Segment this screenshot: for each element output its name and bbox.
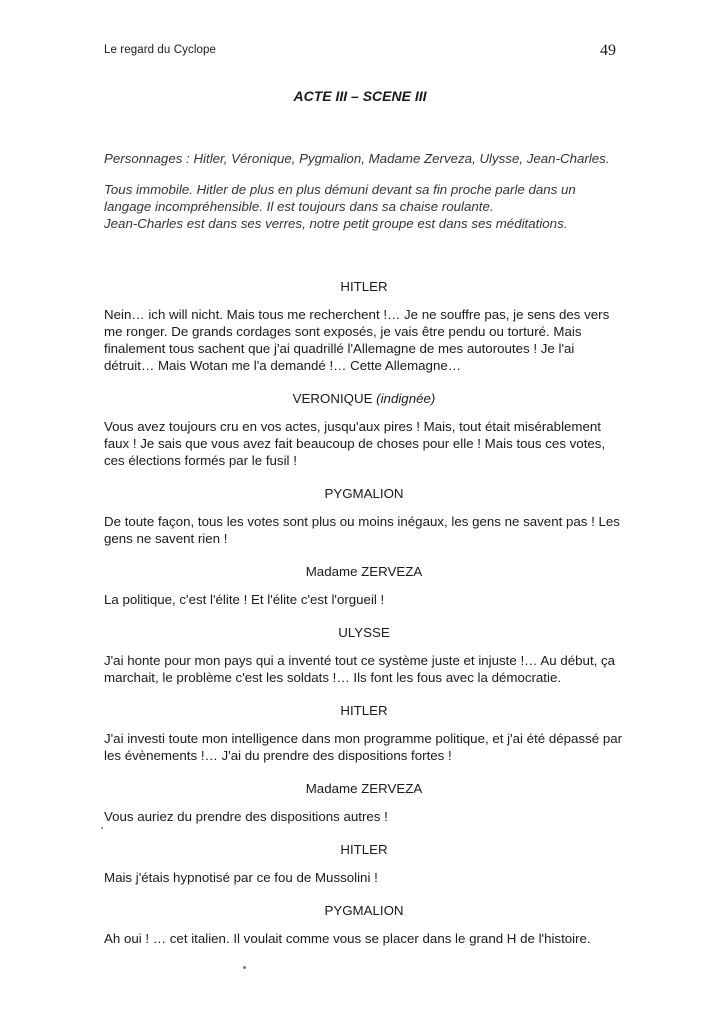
speaker-name: HITLER bbox=[340, 703, 388, 718]
dialogue-line: Vous auriez du prendre des dispositions autres ! bbox=[104, 809, 388, 824]
dialogue-line: J'ai investi toute mon intelligence dans mon programme politique, et j'ai été dépassé par les évènements !… J'ai du prendre des dispositions fortes ! bbox=[104, 731, 623, 763]
scan-speck bbox=[243, 966, 246, 969]
dialogue bbox=[104, 278, 624, 947]
speaker-name: HITLER bbox=[340, 279, 388, 294]
running-head: Le regard du Cyclope bbox=[104, 44, 216, 56]
speaker-name: ULYSSE bbox=[338, 625, 390, 640]
scene-title: ACTE III – SCENE III bbox=[293, 88, 427, 104]
speaker-direction: (indignée) bbox=[376, 391, 436, 406]
stage-directions bbox=[104, 181, 624, 232]
dialogue-line: De toute façon, tous les votes sont plus ou moins inégaux, les gens ne savent pas ! Les gens ne savent rien ! bbox=[104, 514, 620, 546]
speaker-name: VERONIQUE (indignée) bbox=[292, 391, 436, 406]
speaker-name: Madame ZERVEZA bbox=[305, 781, 423, 796]
dialogue-line: La politique, c'est l'élite ! Et l'élite c'est l'orgueil ! bbox=[104, 592, 385, 607]
speaker-name: Madame ZERVEZA bbox=[305, 564, 423, 579]
scene-body bbox=[104, 150, 624, 963]
dialogue-line: Nein… ich will nicht. Mais tous me recherchent !… Je ne souffre pas, je sens des vers me ronger. De grands cordages sont exposés, je vais être pendu ou torturé. Mais finalement tous sachent que j'ai quadrillé l'Allemagne de mes autoroutes ! Je l'ai détruit… Mais Wotan me l'a demandé !… Cette Allemagne… bbox=[104, 307, 610, 373]
speaker-name: PYGMALION bbox=[324, 903, 404, 918]
stage-direction: Jean-Charles est dans ses verres, notre petit groupe est dans ses méditations. bbox=[104, 216, 568, 231]
stage-direction: Tous immobile. Hitler de plus en plus démuni devant sa fin proche parle dans un langage incompréhensible. Il est toujours dans sa chaise roulante. bbox=[104, 182, 576, 214]
dialogue-line: Vous avez toujours cru en vos actes, jusqu'aux pires ! Mais, tout était misérablement faux ! Je sais que vous avez fait beaucoup de choses pour elle ! Mais tous ces votes, ces élections formés par le fusil ! bbox=[104, 419, 606, 468]
dialogue-line: Ah oui ! … cet italien. Il voulait comme vous se placer dans le grand H de l'histoire. bbox=[104, 931, 591, 946]
speaker-name: PYGMALION bbox=[324, 486, 404, 501]
speaker-name: HITLER bbox=[340, 842, 388, 857]
page-number: 49 bbox=[600, 42, 616, 59]
scan-speck bbox=[101, 827, 103, 829]
dialogue-line: J'ai honte pour mon pays qui a inventé tout ce système juste et injuste !… Au début, ça marchait, le problème c'est les soldats !… Ils font les fous avec la démocratie. bbox=[104, 653, 616, 685]
characters-list: Personnages : Hitler, Véronique, Pygmalion, Madame Zerveza, Ulysse, Jean-Charles. bbox=[104, 151, 610, 166]
dialogue-line: Mais j'étais hypnotisé par ce fou de Mussolini ! bbox=[104, 870, 378, 885]
